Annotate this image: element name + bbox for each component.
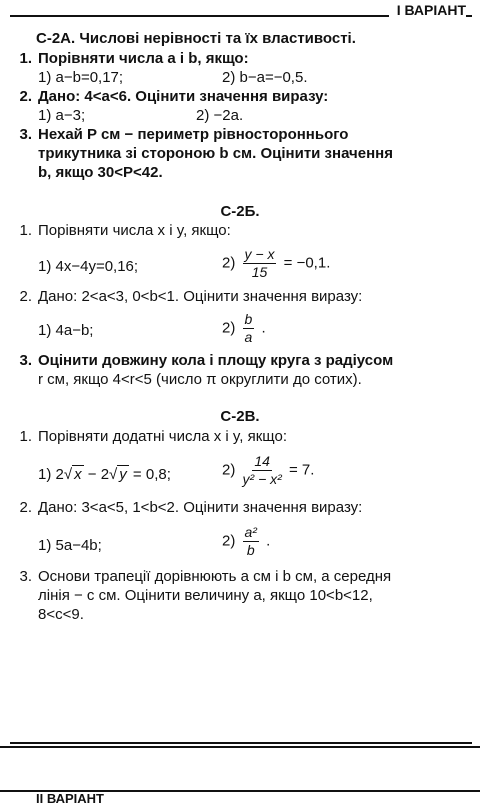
fraction: $\frac{b}{a}$ bbox=[244, 311, 253, 345]
sqrt-symbol: √ bbox=[109, 466, 118, 483]
divider bbox=[10, 742, 472, 744]
c-problem-1-item-1: 1) 2√ x − 2√ y = 0,8; bbox=[38, 466, 171, 483]
c-problem-2-item-1: 1) 5а−4b; bbox=[38, 537, 102, 554]
section-c-title: С-2В. bbox=[220, 408, 260, 425]
fraction: $\frac{14}{\text{y² − x²}}$ bbox=[242, 453, 282, 487]
c-problem-1: 1. Порівняти додатні числа x і y, якщо: bbox=[19, 428, 287, 445]
fraction: $\frac{y - x}{15}$ bbox=[244, 246, 275, 280]
sqrt-symbol: √ bbox=[63, 466, 73, 483]
a-problem-1: 1. Порівняти числа а і b, якщо: bbox=[19, 50, 249, 67]
a-problem-2: 2. Дано: 4<a<6. Оцінити значення виразу: bbox=[19, 88, 329, 105]
section-b-title: С-2Б. bbox=[220, 203, 260, 220]
a-problem-1-item-2: 2) b−а=−0,5. bbox=[222, 69, 308, 86]
next-variant-label: ІІ ВАРІАНТ bbox=[36, 791, 104, 806]
fraction: $\frac{\text{a²}}{b}$ bbox=[244, 524, 257, 558]
b-problem-1: 1. Порівняти числа x і y, якщо: bbox=[19, 222, 231, 239]
b-problem-1-item-2: 2) $\frac{y - x}{15}$ = −0,1. bbox=[222, 246, 331, 280]
section-a-title: С-2А. Числові нерівності та їх властивості. bbox=[36, 30, 356, 47]
b-problem-2-item-1: 1) 4а−b; bbox=[38, 322, 94, 339]
a-problem-3: 3. Нехай P см − периметр рівностороннього bbox=[19, 126, 349, 143]
c-problem-2-item-2: 2) $\frac{\text{a²}}{b}$ . bbox=[222, 524, 271, 558]
b-problem-2: 2. Дано: 2<a<3, 0<b<1. Оцінити значення виразу: bbox=[19, 288, 363, 305]
a-problem-2-item-1: 1) а−3; bbox=[38, 107, 86, 124]
b-problem-2-item-2: 2) $\frac{b}{a}$ . bbox=[222, 311, 266, 345]
c-problem-2: 2. Дано: 3<a<5, 1<b<2. Оцінити значення виразу: bbox=[19, 499, 363, 516]
b-problem-1-item-1: 1) 4x−4y=0,16; bbox=[38, 258, 139, 275]
b-problem-3-line-2: r см, якщо 4<r<5 (число π округлити до сотих). bbox=[38, 371, 362, 388]
a-problem-3-line-2: трикутника зі стороною b см. Оцінити значення bbox=[38, 145, 393, 162]
a-problem-3-line-3: b, якщо 30<P<42. bbox=[38, 164, 163, 181]
divider bbox=[0, 746, 480, 748]
a-problem-1-item-1: 1) а−b=0,17; bbox=[38, 69, 124, 86]
c-problem-3: 3. Основи трапеції дорівнюють а см і b см, а середня bbox=[19, 568, 392, 585]
page-header bbox=[0, 0, 480, 22]
b-problem-3: 3. Оцінити довжину кола і площу круга з радіусом bbox=[19, 352, 394, 369]
a-problem-2-item-2: 2) −2а. bbox=[196, 107, 244, 124]
c-problem-3-line-2: лінія − с см. Оцінити величину а, якщо 10<b<12, bbox=[38, 587, 373, 604]
c-problem-3-line-3: 8<c<9. bbox=[38, 606, 84, 623]
c-problem-1-item-2: 2) $\frac{14}{\text{y² − x²}}$ = 7. bbox=[222, 453, 315, 487]
variant-label: І ВАРІАНТ bbox=[389, 2, 466, 18]
